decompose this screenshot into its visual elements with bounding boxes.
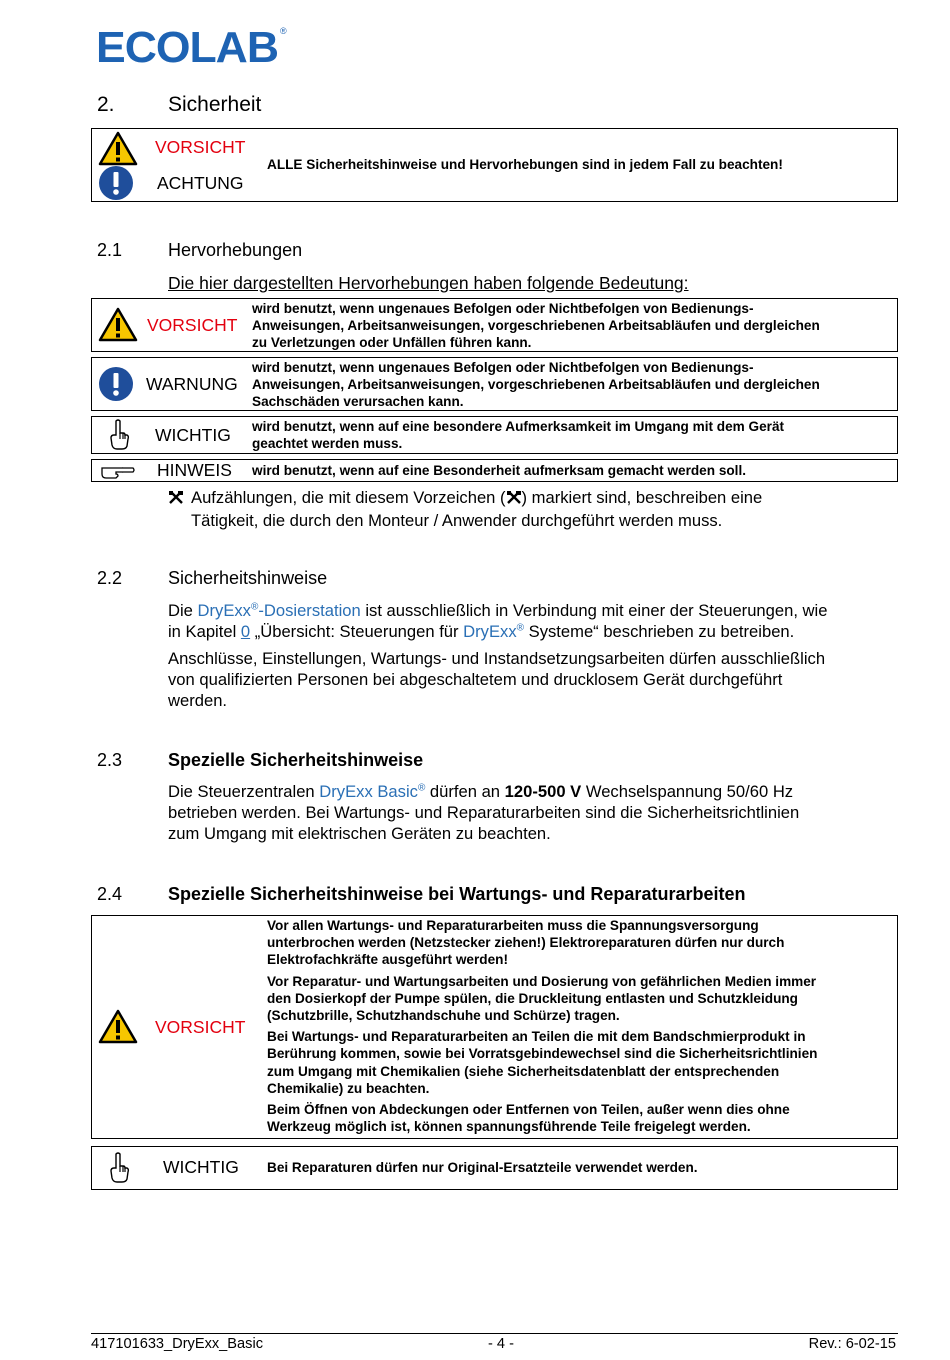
s22-paragraph-1: Die DryExx®-Dosierstation ist ausschließlich in Verbindung mit einer der Steuerungen, wie in Kapitel 0 „Übersicht: Steuerungen für DryExx® Systeme“ beschrieben zu betreiben. — [168, 601, 828, 641]
mandatory-info-icon — [98, 165, 134, 201]
legend-row-vorsicht — [91, 298, 898, 352]
s24-number: 2.4 — [97, 884, 123, 904]
pointing-hand-right-icon — [100, 462, 136, 480]
legend-row-warnung — [91, 357, 898, 411]
legend-row-wichtig — [91, 416, 898, 454]
signal-achtung: ACHTUNG — [157, 173, 244, 193]
s21-subtitle: Die hier dargestellten Hervorhebungen haben folgende Bedeutung: — [168, 273, 689, 293]
legend-text-vorsicht: wird benutzt, wenn ungenaues Befolgen oder Nichtbefolgen von Bedienungs- Anweisungen, Arbeitsanweisungen, vorgeschriebenen Arbeitsabläufen und dergleichen zu Verletzungen oder Unfällen führen kann. — [252, 301, 820, 351]
signal-vorsicht: VORSICHT — [155, 137, 246, 157]
maintenance-text: Vor allen Wartungs- und Reparaturarbeiten muss die Spannungsversorgung unterbrochen werden (Netzstecker ziehen!) Elektroreparaturen dürfen nur durch Elektrofachkräfte ausgeführt werden! Vor Reparatur- und Wartungsarbeiten und Dosierung von gefährlichen Medien immer den Dosierkopf der Pumpe spülen, die Druckleitung entlasten und Schutzkleidung (Schutzbrille, Schutzhandschuhe und Schürze) tragen. Bei Wartungs- und Reparaturarbeiten an Teilen die mit dem Bandschmierprodukt in Berührung kommen, sowie bei Vorratsgebindewechsel sind die Sicherheitsrichtlinien zum Umgang mit Chemikalien (siehe Sicherheitsdatenblatt der entsprechenden Chemikalie) zu beachten. Beim Öffnen von Abdeckungen oder Entfernen von Teilen, außer wenn dies ohne Werkzeug möglich ist, können spannungsführende Teile freigelegt werden. — [267, 918, 818, 1135]
legend-text-warnung: wird benutzt, wenn ungenaues Befolgen oder Nichtbefolgen von Bedienungs- Anweisungen, Arbeitsanweisungen, vorgeschriebenen Arbeitsabläufen und dergleichen Sachschäden verursachen kann. — [252, 360, 820, 410]
logo-registered: ® — [280, 26, 287, 36]
general-safety-box — [91, 128, 898, 202]
general-safety-text: ALLE Sicherheitshinweise und Hervorhebungen sind in jedem Fall zu beachten! — [267, 157, 783, 172]
maintenance-wichtig-box — [91, 1146, 898, 1190]
warning-triangle-icon — [98, 307, 138, 342]
s21-title: Hervorhebungen — [168, 240, 303, 260]
legend-signal-vorsicht: VORSICHT — [147, 315, 238, 335]
s22-number: 2.2 — [97, 568, 123, 588]
footer-doc-id: 417101633_DryExx_Basic — [91, 1336, 263, 1352]
tools-bullet-text: Aufzählungen, die mit diesem Vorzeichen ( ) markiert sind, beschreiben eine Tätigkeit, die durch den Monteur / Anwender durchgeführt werden muss. — [191, 488, 763, 530]
s23-title: Spezielle Sicherheitshinweise — [168, 750, 424, 770]
maintenance-signal-vorsicht: VORSICHT — [155, 1017, 246, 1037]
s22-title: Sicherheitshinweise — [168, 568, 328, 588]
warning-triangle-icon — [98, 131, 138, 166]
footer-page-number: - 4 - — [488, 1336, 514, 1352]
legend-signal-hinweis: HINWEIS — [157, 460, 232, 480]
chapter-link[interactable]: 0 — [240, 622, 251, 641]
footer-rule — [91, 1333, 898, 1334]
ecolab-logo — [96, 24, 291, 68]
tools-inline-icon — [506, 489, 522, 510]
legend-row-hinweis — [91, 459, 898, 482]
section-number: 2. — [97, 93, 115, 116]
s22-paragraph-2: Anschlüsse, Einstellungen, Wartungs- und Instandsetzungsarbeiten dürfen ausschließlich von qualifizierten Personen bei abgeschaltetem und drucklosem Gerät durchgeführt werden. — [168, 649, 826, 710]
footer-revision: Rev.: 6-02-15 — [808, 1336, 896, 1352]
warning-triangle-icon — [98, 1009, 138, 1044]
pointing-hand-icon — [108, 419, 130, 451]
mandatory-info-icon — [98, 366, 134, 402]
maintenance-wichtig-text: Bei Reparaturen dürfen nur Original-Ersatzteile verwendet werden. — [267, 1160, 698, 1175]
pointing-hand-icon — [108, 1152, 130, 1184]
maintenance-caution-box — [91, 915, 898, 1139]
legend-signal-wichtig: WICHTIG — [155, 425, 231, 445]
s21-number: 2.1 — [97, 240, 123, 260]
section-title: Sicherheit — [168, 93, 262, 116]
s23-number: 2.3 — [97, 750, 123, 770]
tools-bullet-icon — [168, 491, 184, 505]
legend-text-wichtig: wird benutzt, wenn auf eine besondere Aufmerksamkeit im Umgang mit dem Gerät geachtet werden muss. — [252, 419, 785, 452]
maintenance-signal-wichtig: WICHTIG — [163, 1157, 239, 1177]
logo-text: ECOLAB — [96, 24, 278, 68]
s24-title: Spezielle Sicherheitshinweise bei Wartungs- und Reparaturarbeiten — [168, 884, 746, 904]
legend-text-hinweis: wird benutzt, wenn auf eine Besonderheit aufmerksam gemacht werden soll. — [252, 463, 747, 478]
legend-signal-warnung: WARNUNG — [146, 374, 238, 394]
s23-paragraph: Die Steuerzentralen DryExx Basic® dürfen an 120-500 V Wechselspannung 50/60 Hz betrieben werden. Bei Wartungs- und Reparaturarbeiten sind die Sicherheitsrichtlinien zum Umgang mit elektrischen Geräten zu beachten. — [168, 782, 800, 843]
